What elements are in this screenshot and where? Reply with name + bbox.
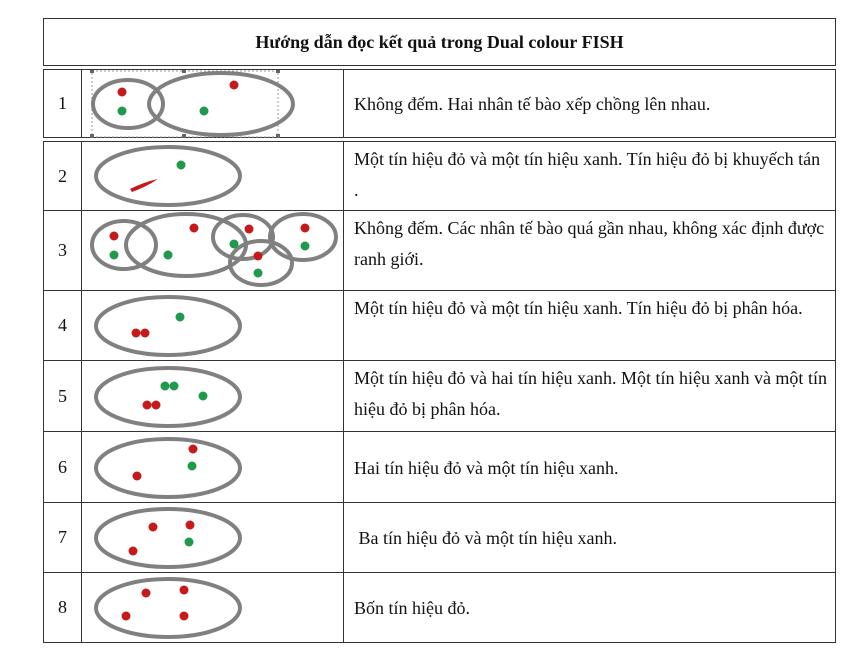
table-row-2 bbox=[43, 141, 836, 211]
diffuse-red-signal-image bbox=[82, 142, 344, 210]
row-number: 8 bbox=[44, 573, 82, 642]
table-title: Hướng dẫn đọc kết quả trong Dual colour FISH bbox=[43, 18, 836, 66]
fish-guide-table bbox=[43, 18, 836, 643]
row-description: Ba tín hiệu đỏ và một tín hiệu xanh. bbox=[354, 528, 617, 548]
row-number: 6 bbox=[44, 432, 82, 502]
table-row-4 bbox=[43, 291, 836, 361]
row-number: 7 bbox=[44, 503, 82, 572]
two-red-one-green-image bbox=[82, 432, 344, 502]
four-red-image bbox=[82, 573, 344, 642]
table-row-5 bbox=[43, 361, 836, 432]
table-row-8 bbox=[43, 573, 836, 643]
row-number: 2 bbox=[44, 142, 82, 210]
row-description: Một tín hiệu đỏ và một tín hiệu xanh. Tín hiệu đỏ bị khuyếch tán . bbox=[354, 149, 821, 200]
row-number: 4 bbox=[44, 291, 82, 360]
row-description: Không đếm. Hai nhân tế bào xếp chồng lên nhau. bbox=[354, 94, 711, 114]
three-red-one-green-image bbox=[82, 503, 344, 572]
table-row-3 bbox=[43, 211, 836, 291]
row-description: Một tín hiệu đỏ và một tín hiệu xanh. Tín hiệu đỏ bị phân hóa. bbox=[354, 298, 803, 318]
close-nuclei-image bbox=[82, 211, 344, 290]
row-description: Bốn tín hiệu đỏ. bbox=[354, 598, 470, 618]
row-number: 1 bbox=[44, 70, 82, 137]
row-description: Một tín hiệu đỏ và hai tín hiệu xanh. Một tín hiệu xanh và một tín hiệu đỏ bị phân hóa. bbox=[354, 368, 827, 419]
table-row-7 bbox=[43, 503, 836, 573]
row-description: Hai tín hiệu đỏ và một tín hiệu xanh. bbox=[354, 457, 619, 478]
row-number: 5 bbox=[44, 361, 82, 431]
row-number: 3 bbox=[44, 211, 82, 290]
overlapping-nuclei-image bbox=[82, 70, 344, 137]
split-red-signal-image bbox=[82, 291, 344, 360]
split-red-and-green-signal-image bbox=[82, 361, 344, 431]
row-description: Không đếm. Các nhân tế bào quá gần nhau, không xác định được ranh giới. bbox=[354, 218, 825, 269]
table-row-6 bbox=[43, 432, 836, 503]
table-row-1 bbox=[43, 69, 836, 138]
